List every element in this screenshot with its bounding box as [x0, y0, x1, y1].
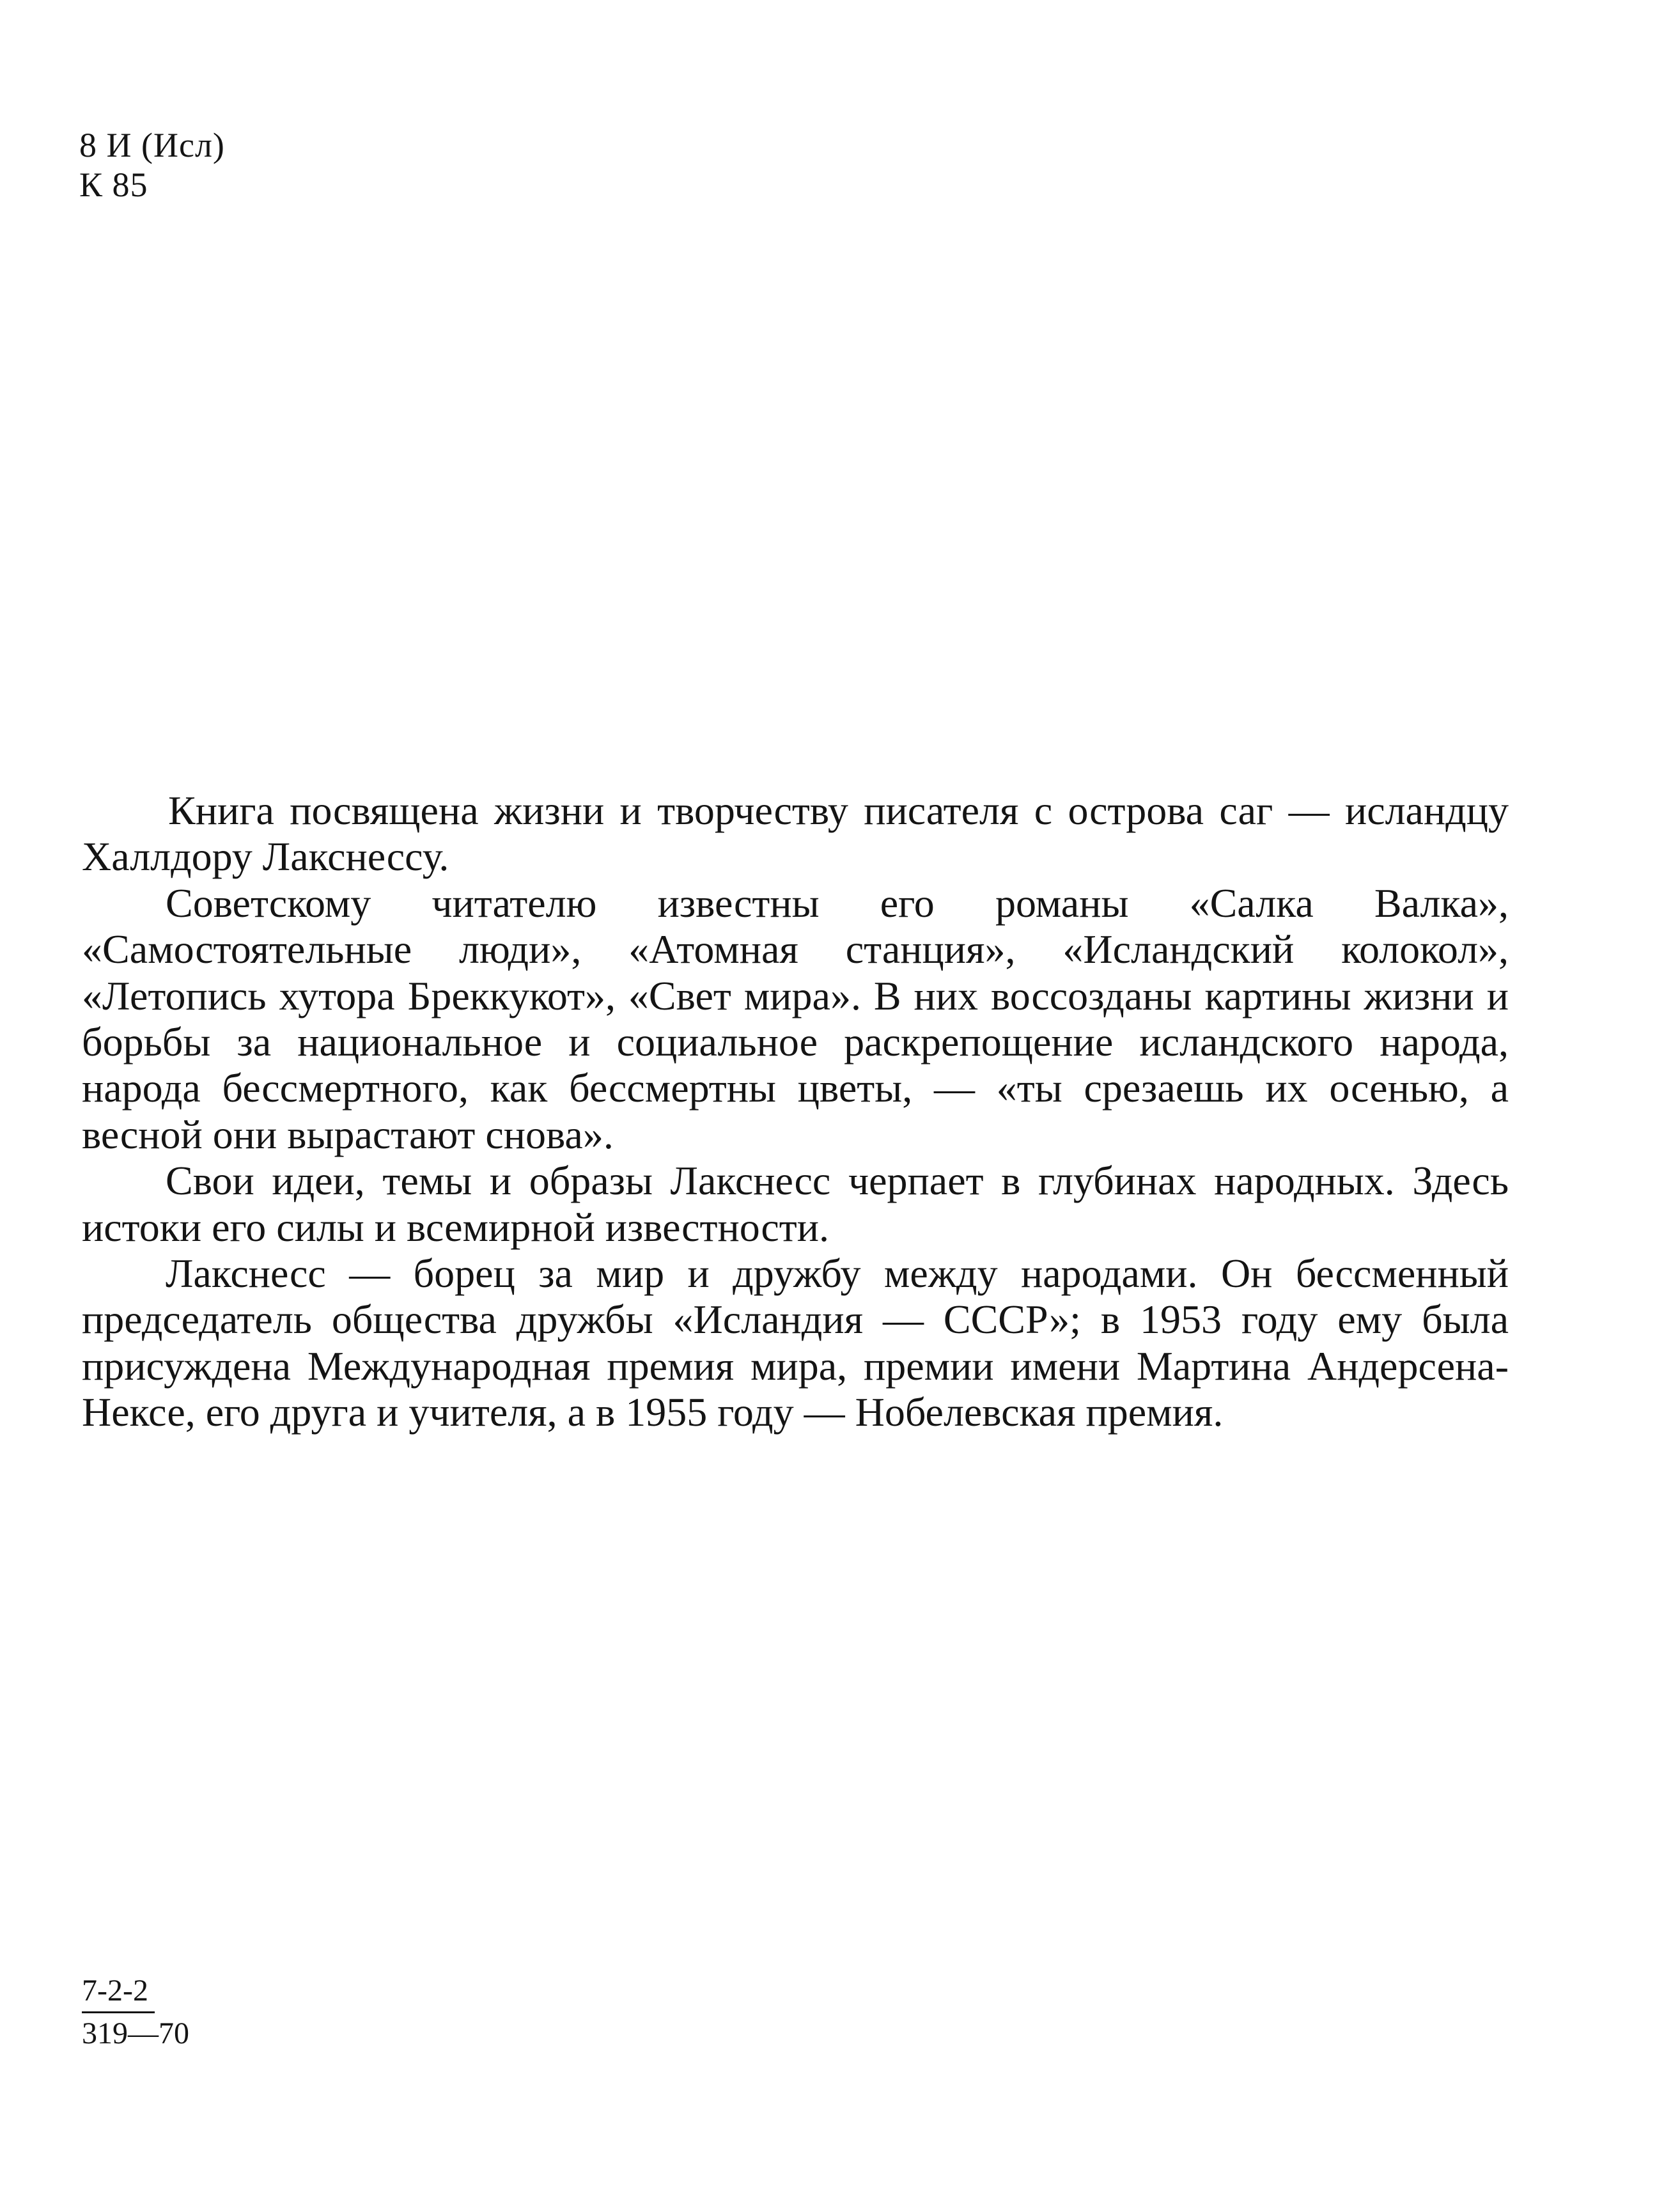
annotation-paragraph: Книга посвящена жизни и творчеству писателя с острова саг — исландцу Халлдору Лакснессу.	[82, 788, 1509, 880]
annotation-paragraph: Советскому читателю известны его романы «Салка Валка», «Самостоятельные люди», «Атомная станция», «Исландский колокол», «Летопись хутора Бреккукот», «Свет мира». В них воссозданы картины жизни и борьбы за национальное и социальное раскрепощение исландского народа, народа бессмертного, как бессмертны цветы, — «ты срезаешь их осенью, а весной они вырастают снова».	[82, 880, 1509, 1157]
annotation-text	[82, 788, 1509, 1436]
publisher-code-numerator: 7-2-2	[82, 1973, 155, 2013]
annotation-paragraph: Лакснесс — борец за мир и дружбу между народами. Он бессменный председатель общества дружбы «Исландия — СССР»; в 1953 году ему была присуждена Международная премия мира, премии имени Мартина Андерсена-Нексе, его друга и учителя, а в 1955 году — Нобелевская премия.	[82, 1251, 1509, 1435]
publisher-code-denominator: 319—70	[82, 2016, 189, 2050]
classification-block	[79, 125, 225, 205]
publisher-code	[82, 1973, 189, 2052]
author-mark: К 85	[79, 166, 148, 204]
annotation-paragraph: Свои идеи, темы и образы Лакснесс черпает в глубинах народных. Здесь истоки его силы и всемирной известности.	[82, 1158, 1509, 1250]
udc-index: 8 И (Исл)	[79, 126, 225, 164]
